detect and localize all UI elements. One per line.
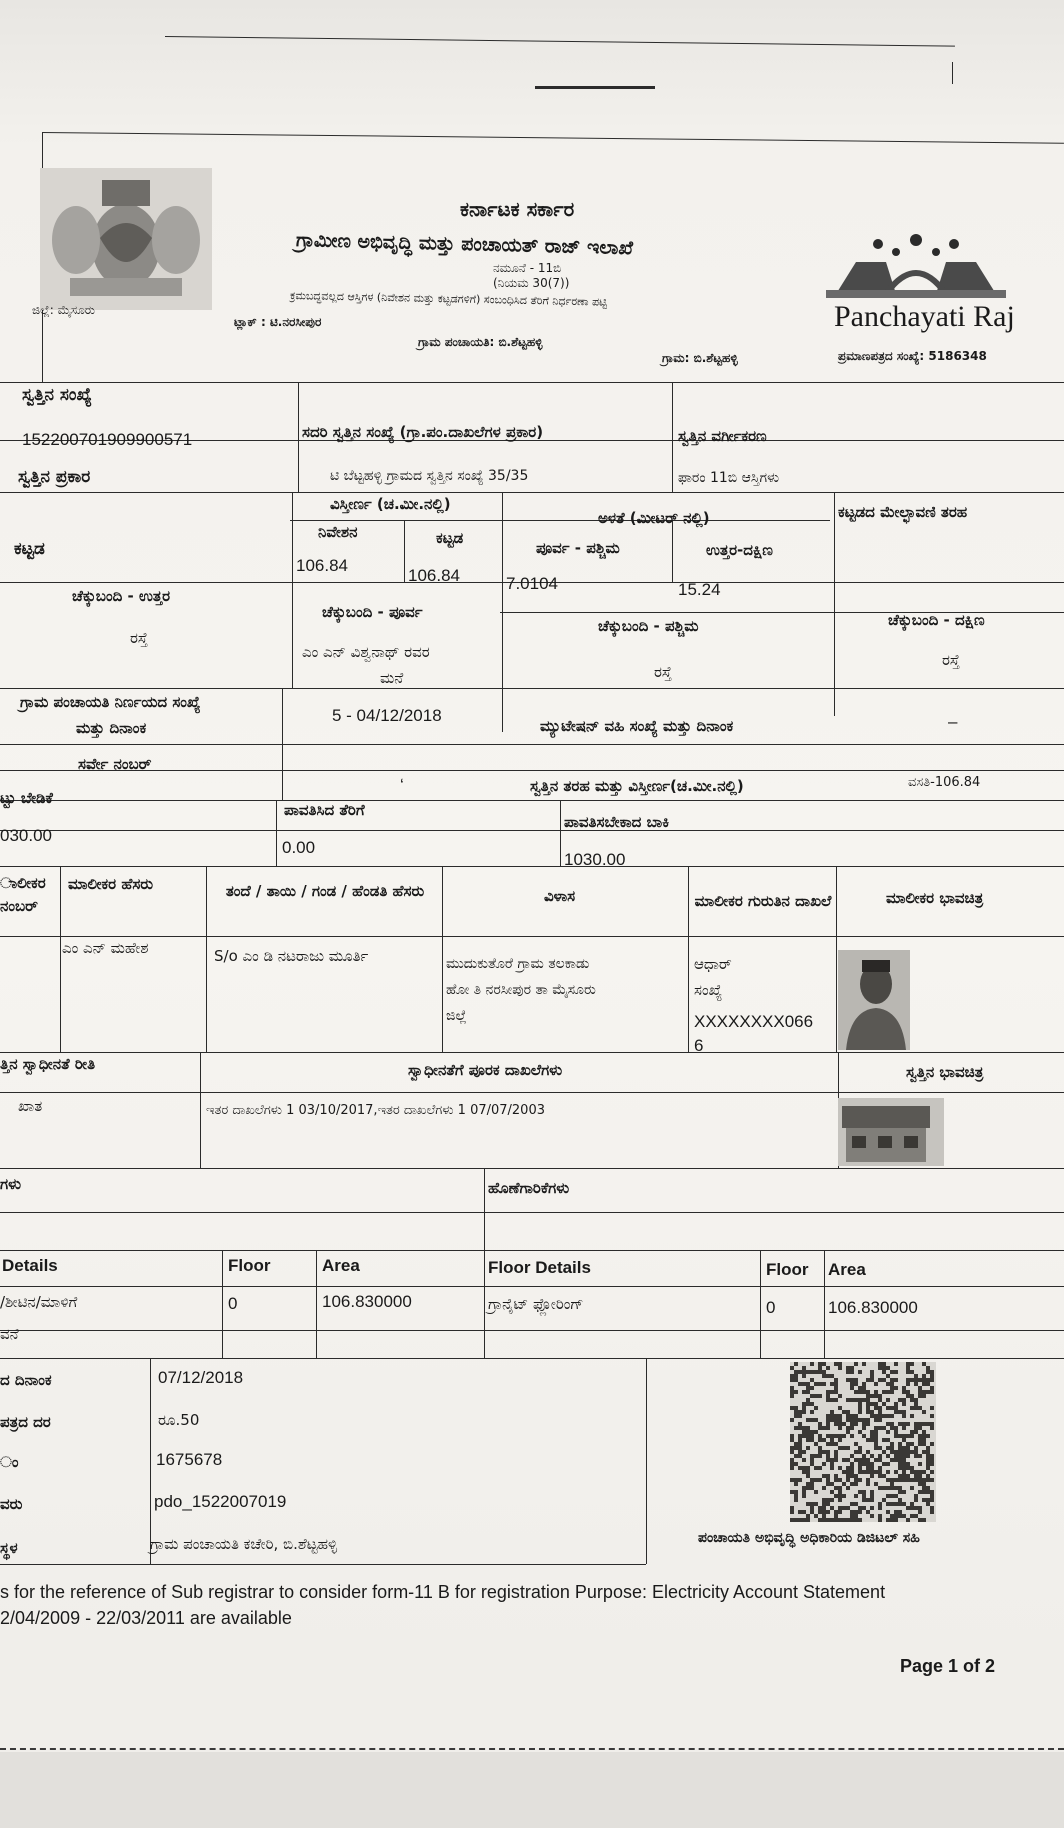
north-south-label: ಉತ್ತರ-ದಕ್ಷಿಣ — [706, 541, 773, 559]
page-bottom-edge — [0, 1748, 1064, 1750]
total-demand-label: ಟ್ಟು ಬೇಡಿಕೆ — [0, 789, 53, 807]
rule-line — [292, 492, 293, 688]
rule-line — [0, 688, 1064, 689]
rule-line — [0, 866, 1064, 867]
form-subtitle: ಕ್ರಮಬದ್ಧವಲ್ಲದ ಆಸ್ತಿಗಳ (ನಿವೇಶನ ಮತ್ತು ಕಟ್ಟಡಗಳಿಗೆ) ಸಂಬಂಧಿಸಿದ ತೆರಿಗೆ ನಿರ್ಧರಣಾ ಪಟ್ಟಿ — [289, 289, 608, 309]
rule-line — [0, 744, 1064, 745]
taluk-label: ಟ್ಲಾಕ್ : ಟಿ.ನರಸೀಪುರ — [234, 315, 322, 329]
rule-line — [672, 382, 673, 492]
fold-line — [165, 36, 955, 47]
owner-id-number: XXXXXXXX066 — [694, 1012, 814, 1031]
panchayati-raj-logo-icon — [826, 234, 1006, 302]
left-area-value: 106.830000 — [322, 1292, 412, 1311]
property-type-label: ಸ್ವತ್ತಿನ ಪ್ರಕಾರ — [18, 467, 91, 487]
property-photo — [838, 1098, 944, 1166]
boundary-west-value: ರಸ್ತೆ — [654, 663, 672, 681]
building-type-value: ಕಟ್ಟಡ — [14, 539, 45, 559]
owner-address-line-3: ಜಿಲ್ಲೆ — [446, 1008, 467, 1024]
boundary-south-label: ಚೆಕ್ಕುಬಂದಿ - ದಕ್ಷಿಣ — [888, 611, 985, 629]
boundary-east-value-2: ಮನೆ — [380, 669, 404, 687]
left-floor-details-header: Details — [2, 1256, 58, 1275]
supporting-docs-label: ಸ್ವಾಧೀನತೆಗೆ ಪೂರಕ ದಾಖಲೆಗಳು — [408, 1061, 563, 1079]
rule-line — [316, 1250, 317, 1358]
boundary-north-label: ಚೆಕ್ಕುಬಂದಿ - ಉತ್ತರ — [72, 587, 171, 605]
address-header: ವಿಳಾಸ — [544, 887, 576, 905]
place-label: ಸ್ಥಳ — [0, 1539, 18, 1557]
issue-date-label: ದ ದಿನಾಂಕ — [0, 1371, 52, 1389]
owner-id-type-2: ಸಂಖ್ಯೆ — [694, 981, 723, 999]
balance-due-value: 1030.00 — [564, 850, 626, 869]
right-area-header: Area — [828, 1260, 866, 1279]
page-number: Page 1 of 2 — [900, 1656, 996, 1676]
rule-line — [0, 1286, 1064, 1287]
building-label: ಕಟ್ಟಡ — [436, 529, 464, 547]
resolution-label: ಗ್ರಾಮ ಪಂಚಾಯತಿ ನಿರ್ಣಯದ ಸಂಖ್ಯೆ — [20, 693, 201, 711]
place-value: ಗ್ರಾಮ ಪಂಚಾಯತಿ ಕಚೇರಿ, ಬಿ.ಶೆಟ್ಟಹಳ್ಳಿ — [150, 1535, 338, 1553]
rule-line — [0, 936, 1064, 937]
right-floor-value: 0 — [766, 1298, 776, 1317]
right-floor-details-header: Floor Details — [488, 1258, 591, 1277]
survey-number-label: ಸರ್ವೇ ನಂಬರ್ — [78, 755, 152, 773]
rule-line — [0, 770, 1064, 771]
rule-line — [0, 1564, 646, 1565]
rule-line — [0, 800, 1064, 801]
resolution-value: 5 - 04/12/2018 — [332, 706, 442, 725]
rule-line — [688, 866, 689, 1052]
issue-date-value: 07/12/2018 — [158, 1368, 244, 1387]
boundary-south-value: ರಸ್ತೆ — [942, 651, 960, 669]
fee-value: ರೂ.50 — [158, 1411, 200, 1429]
classification-value: ಫಾರಂ 11ಬಿ ಆಸ್ತಿಗಳು — [678, 470, 780, 486]
owner-id-header: ಮಾಲೀಕರ ಗುರುತಿನ ದಾಖಲೆ — [694, 892, 832, 910]
supporting-docs-value: ಇತರ ದಾಖಲೆಗಳು 1 03/10/2017,ಇತರ ದಾಖಲೆಗಳು 1 07/07/2003 — [206, 1103, 545, 1118]
roof-type-label: ಕಟ್ಟಡದ ಮೇಲ್ಛಾವಣಿ ತರಹ — [838, 503, 968, 521]
rule-line — [0, 1168, 1064, 1169]
village-label: ಗ್ರಾಮ: ಬಿ.ಶೆಟ್ಟಹಳ್ಳಿ — [662, 351, 738, 365]
form-name: ನಮೂನೆ - 11ಬಿ — [493, 261, 562, 275]
gov-title: ಕರ್ನಾಟಕ ಸರ್ಕಾರ — [460, 197, 575, 221]
rule-line — [484, 1168, 485, 1358]
boundary-east-value: ಎಂ ಎನ್ ವಿಶ್ವನಾಥ್ ರವರ — [302, 643, 430, 661]
rule-line — [760, 1250, 761, 1358]
frame-top — [42, 132, 1064, 144]
tax-paid-label: ಪಾವತಿಸಿದ ತೆರಿಗೆ — [284, 801, 365, 819]
property-nature-value: ವಸತಿ-106.84 — [908, 775, 981, 790]
dept-title: ಗ್ರಾಮೀಣ ಅಭಿವೃದ್ಧಿ ಮತ್ತು ಪಂಚಾಯತ್ ರಾಜ್ ಇಲಾಖೆ — [295, 229, 634, 260]
receipt-label: ಂ — [0, 1453, 19, 1471]
gp-number-label: ಸದರಿ ಸ್ವತ್ತಿನ ಸಂಖ್ಯೆ (ಗ್ರಾ.ಪಂ.ದಾಖಲೆಗಳ ಪ್ರಕಾರ) — [302, 423, 544, 441]
left-floor-header: Floor — [228, 1256, 271, 1275]
rule-line — [836, 866, 837, 1052]
rule-line — [60, 866, 61, 1052]
boundary-west-label: ಚೆಕ್ಕುಬಂದಿ - ಪಶ್ಚಿಮ — [598, 617, 699, 635]
right-floor-detail-value: ಗ್ರಾನೈಟ್ ಫ್ಲೋರಿಂಗ್ — [488, 1295, 584, 1313]
total-demand-value: 030.00 — [0, 826, 52, 845]
karnataka-emblem-icon — [40, 168, 212, 310]
fold-line — [952, 62, 953, 84]
acquisition-method-value: ಖಾತ — [18, 1097, 43, 1115]
rule-line — [200, 1052, 201, 1168]
rule-line — [282, 688, 283, 800]
property-nature-label: ಸ್ವತ್ತಿನ ತರಹ ಮತ್ತು ವಿಸ್ತೀರ್ಣ(ಚ.ಮೀ.ನಲ್ಲಿ) — [530, 777, 744, 795]
left-floor-value: 0 — [228, 1294, 238, 1313]
rule-line — [0, 382, 1064, 383]
boundary-east-label: ಚೆಕ್ಕುಬಂದಿ - ಪೂರ್ವ — [322, 603, 423, 621]
rule-line — [298, 382, 299, 492]
rule-line — [206, 866, 207, 1052]
panchayati-raj-brand: Panchayati Raj — [834, 300, 1015, 333]
rule-line — [0, 1358, 1064, 1359]
issued-by-value: pdo_1522007019 — [154, 1492, 287, 1511]
left-floor-detail-extra: ವನೆ — [0, 1325, 19, 1343]
owner-name-header: ಮಾಲೀಕರ ಹೆಸರು — [68, 875, 154, 893]
rule-line — [0, 1092, 1064, 1093]
resolution-label-2: ಮತ್ತು ದಿನಾಂಕ — [76, 719, 147, 737]
mutation-value: – — [948, 712, 958, 731]
relation-value: S/o ಎಂ ಡಿ ನಟರಾಜು ಮೂರ್ತಿ — [214, 947, 369, 965]
acquisition-method-label: ತ್ತಿನ ಸ್ವಾಧೀನತೆ ರೀತಿ — [0, 1055, 96, 1073]
right-floor-header: Floor — [766, 1260, 809, 1279]
site-area-value: 106.84 — [296, 556, 348, 575]
site-label: ನಿವೇಶನ — [318, 523, 358, 541]
boundary-north-value: ರಸ್ತೆ — [130, 629, 148, 647]
owner-id-number-2: 6 — [694, 1036, 704, 1055]
smudge-line — [535, 86, 655, 89]
rule-line — [404, 520, 405, 582]
rule-line — [0, 1052, 1064, 1053]
right-area-value: 106.830000 — [828, 1298, 918, 1317]
rule-line — [0, 830, 1064, 831]
certificate-number: ಪ್ರಮಾಣಪತ್ರದ ಸಂಖ್ಯೆ: 5186348 — [838, 349, 987, 363]
building-area-value: 106.84 — [408, 566, 460, 585]
rule-line — [502, 492, 503, 732]
mutation-label: ಮ್ಯುಟೇಷನ್ ವಹಿ ಸಂಖ್ಯೆ ಮತ್ತು ದಿನಾಂಕ — [540, 717, 734, 735]
east-west-label: ಪೂರ್ವ - ಪಶ್ಚಿಮ — [536, 539, 620, 557]
fee-label: ಪತ್ರದ ದರ — [0, 1413, 51, 1431]
rule-line — [560, 800, 561, 866]
rule-line — [150, 1358, 151, 1564]
assets-section-label: ಗಳು — [0, 1175, 22, 1193]
owner-address-line-2: ಹೋ ತಿ ನರಸೀಪುರ ತಾ ಮೈಸೂರು — [446, 982, 596, 998]
registration-note-line-2: 2/04/2009 - 22/03/2011 are available — [0, 1608, 292, 1628]
north-south-value: 15.24 — [678, 580, 721, 599]
qr-code — [790, 1362, 936, 1522]
owner-photo-header: ಮಾಲೀಕರ ಭಾವಚಿತ್ರ — [886, 889, 984, 907]
registration-note-line-1: s for the reference of Sub registrar to consider form-11 B for registration Purpose: Electricity Account Statement — [0, 1582, 886, 1602]
property-photo-label: ಸ್ವತ್ತಿನ ಭಾವಚಿತ್ರ — [906, 1063, 984, 1081]
rule-line — [0, 1250, 1064, 1251]
owner-id-type: ಆಧಾರ್ — [694, 955, 732, 973]
left-floor-detail-value: /ಶೀಟಿನ/ಮಾಳಿಗೆ — [0, 1293, 78, 1311]
property-id-label: ಸ್ವತ್ತಿನ ಸಂಖ್ಯೆ — [22, 385, 92, 405]
rule-line — [824, 1250, 825, 1358]
east-west-value: 7.0104 — [506, 574, 558, 593]
area-label: ವಿಸ್ತೀರ್ಣ (ಚ.ಮೀ.ನಲ್ಲಿ) — [330, 495, 451, 513]
survey-number-value: ʻ — [400, 776, 404, 795]
page-margin — [0, 1752, 1064, 1828]
rule-line — [0, 1212, 1064, 1213]
district-label: ಜಿಲ್ಲೆ: ಮೈಸೂರು — [32, 303, 95, 317]
liabilities-section-label: ಹೊಣೆಗಾರಿಕೆಗಳು — [488, 1179, 570, 1197]
issued-by-label: ವರು — [0, 1495, 23, 1513]
rule-line — [672, 520, 673, 582]
tax-paid-value: 0.00 — [282, 838, 316, 857]
rule-line — [290, 520, 830, 521]
owner-name-value: ಎಂ ಎನ್ ಮಹೇಶ — [62, 939, 149, 957]
dimensions-label: ಅಳತೆ (ಮೀಟರ್ ನಲ್ಲಿ) — [598, 509, 710, 527]
rule-line — [646, 1358, 647, 1564]
panchayat-label: ಗ್ರಾಮ ಪಂಚಾಯತಿ: ಬಿ.ಶೆಟ್ಟಹಳ್ಳಿ — [418, 335, 543, 349]
rule-line — [442, 866, 443, 1052]
rule-line — [276, 800, 277, 866]
rule-label: (ನಿಯಮ 30(7)) — [493, 276, 570, 290]
owner-address-line-1: ಮುದುಕುತೊರೆ ಗ್ರಾಮ ತಲಕಾಡು — [446, 956, 590, 972]
classification-label: ಸ್ವತ್ತಿನ ವರ್ಗೀಕರಣ — [678, 427, 767, 445]
relation-header: ತಂದೆ / ತಾಯಿ / ಗಂಡ / ಹೆಂಡತಿ ಹೆಸರು — [225, 882, 425, 900]
owner-photo — [838, 950, 910, 1050]
receipt-value: 1675678 — [156, 1450, 223, 1469]
balance-due-label: ಪಾವತಿಸಬೇಕಾದ ಬಾಕಿ — [564, 813, 670, 831]
digital-signature-caption: ಪಂಚಾಯತಿ ಅಭಿವೃದ್ಧಿ ಅಧಿಕಾರಿಯ ಡಿಜಿಟಲ್ ಸಹಿ — [698, 1530, 920, 1546]
rule-line — [834, 492, 835, 716]
rule-line — [0, 1330, 1064, 1331]
property-id-value: 152200701909900571 — [22, 430, 193, 449]
owner-number-header: ಾಲೀಕರ ನಂಬರ್ — [0, 874, 46, 915]
left-area-header: Area — [322, 1256, 360, 1275]
rule-line — [0, 492, 1064, 493]
rule-line — [222, 1250, 223, 1358]
gp-number-value: ಟಿ ಬೆಟ್ಟಹಳ್ಳಿ ಗ್ರಾಮದ ಸ್ವತ್ತಿನ ಸಂಖ್ಯೆ 35/35 — [330, 468, 529, 484]
